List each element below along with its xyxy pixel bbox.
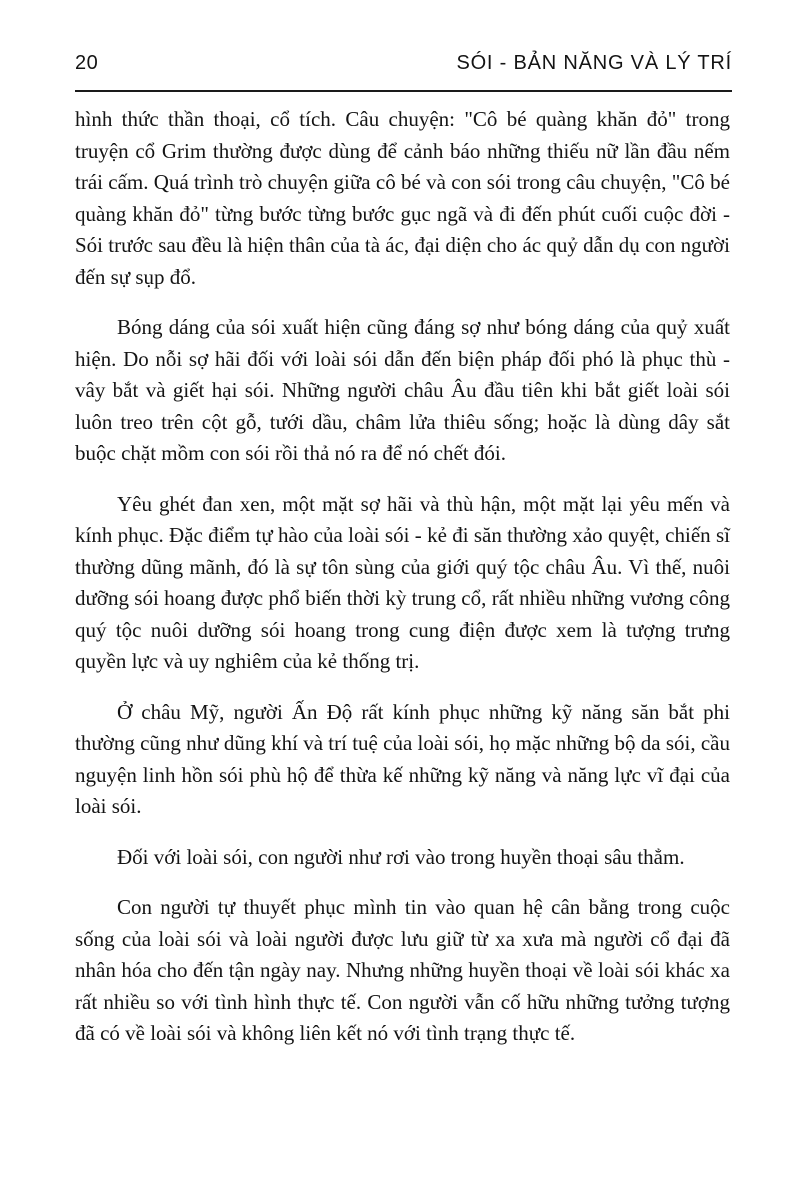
paragraph-2: Bóng dáng của sói xuất hiện cũng đáng sợ như bóng dáng của quỷ xuất hiện. Do nỗi sợ hãi đối với loài sói dẫn đến biện pháp đối phó là phục thù - vây bắt và giết hại sói. Những người châu Âu đầu tiên khi bắt giết loài sói luôn treo trên cột gỗ, tưới dầu, châm lửa thiêu sống; hoặc là dùng dây sắt buộc chặt mồm con sói rồi thả nó ra để nó chết đói. — [75, 315, 730, 465]
paragraph-6: Con người tự thuyết phục mình tin vào quan hệ cân bằng trong cuộc sống của loài sói và loài người được lưu giữ từ xa xưa mà người cổ đại đã nhân hóa cho đến tận ngày nay. Nhưng những huyền thoại về loài sói khác xa rất nhiều so với tình hình thực tế. Con người vẫn cố hữu những tưởng tượng đã có về loài sói và không liên kết nó với tình trạng thực tế. — [75, 895, 730, 1045]
paragraph-4: Ở châu Mỹ, người Ấn Độ rất kính phục những kỹ năng săn bắt phi thường cũng như dũng khí và trí tuệ của loài sói, họ mặc những bộ da sói, cầu nguyện linh hồn sói phù hộ để thừa kế những kỹ năng và năng lực vĩ đại của loài sói. — [75, 699, 730, 818]
body-text — [75, 104, 730, 1069]
paragraph-3: Yêu ghét đan xen, một mặt sợ hãi và thù hận, một mặt lại yêu mến và kính phục. Đặc điểm tự hào của loài sói - kẻ đi săn thường xảo quyệt, chiến sĩ thường dũng mãnh, đó là sự tôn sùng của giới quý tộc châu Âu. Vì thế, nuôi dưỡng sói hoang được phổ biến thời kỳ trung cổ, rất nhiều những vương công quý tộc nuôi dưỡng sói hoang trong cung điện được xem là tượng trưng quyền lực và uy nghiêm của kẻ thống trị. — [75, 491, 730, 673]
header-rule — [75, 90, 732, 92]
paragraph-5: Đối với loài sói, con người như rơi vào trong huyền thoại sâu thẳm. — [117, 844, 685, 869]
page-header — [75, 48, 732, 88]
running-title: SÓI - BẢN NĂNG VÀ LÝ TRÍ — [456, 52, 732, 74]
paragraph-1: hình thức thần thoại, cổ tích. Câu chuyện: "Cô bé quàng khăn đỏ" trong truyện cổ Grim thường được dùng để cảnh báo những thiếu nữ lần đầu nếm trái cấm. Quá trình trò chuyện giữa cô bé và con sói trong câu chuyện, "Cô bé quàng khăn đỏ" từng bước từng bước gục ngã và đi đến phút cuối cuộc đời - Sói trước sau đều là hiện thân của tà ác, đại diện cho ác quỷ dẫn dụ con người đến sự sụp đổ. — [75, 107, 730, 289]
page-number: 20 — [75, 52, 99, 74]
